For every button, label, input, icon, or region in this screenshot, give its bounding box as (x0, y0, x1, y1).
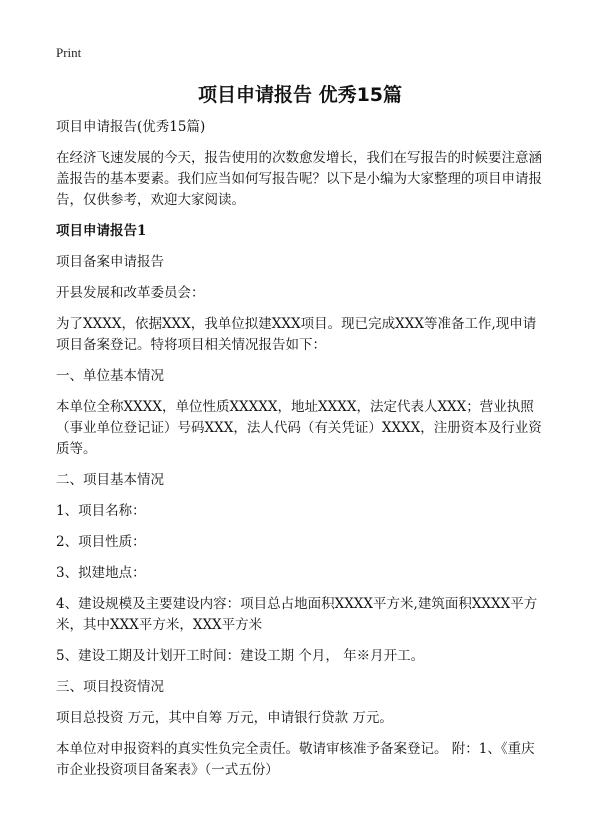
document-body (56, 117, 548, 791)
subsection-heading: 一、单位基本情况 (56, 368, 164, 384)
section-heading: 项目申请报告1 (56, 223, 147, 239)
list-item: 3、拟建地点： (56, 565, 146, 581)
subsection-heading: 二、项目基本情况 (56, 472, 164, 488)
report-name: 项目备案申请报告 (56, 254, 164, 270)
body-paragraph: 为了XXXX，依据XXX，我单位拟建XXX项目。现已完成XXX等准备工作,现申请项目备案登记。特将项目相关情况报告如下： (56, 316, 537, 353)
body-paragraph: 本单位全称XXXX，单位性质XXXXX，地址XXXX，法定代表人XXX；营业执照（事业单位登记证）号码XXX，法人代码（有关凭证）XXXX，注册资本及行业资质等。 (56, 399, 542, 457)
intro-paragraph: 在经济飞速发展的今天，报告使用的次数愈发增长，我们在写报告的时候要注意涵盖报告的基本要素。我们应当如何写报告呢？以下是小编为大家整理的项目申请报告，仅供参考，欢迎大家阅读。 (56, 150, 542, 208)
body-paragraph: 本单位对申报资料的真实性负完全责任。敬请审核准予备案登记。 附：1、《重庆市企业投资项目备案表》（一式五份） (56, 741, 535, 778)
list-item: 4、建设规模及主要建设内容：项目总占地面积XXXX平方米,建筑面积XXXX平方米，其中XXX平方米，XXX平方米 (56, 596, 538, 633)
addressee: 开县发展和改革委员会： (56, 285, 205, 301)
subtitle-paragraph: 项目申请报告(优秀15篇) (56, 119, 206, 135)
list-item: 2、项目性质： (56, 534, 146, 550)
document-title: 项目申请报告 优秀15篇 (197, 84, 403, 106)
list-item: 5、建设工期及计划开工时间：建设工期 个月， 年※月开工。 (56, 648, 425, 664)
list-item: 1、项目名称： (56, 503, 146, 519)
subsection-heading: 三、项目投资情况 (56, 679, 164, 695)
print-label: Print (56, 45, 82, 60)
body-paragraph: 项目总投资 万元，其中自筹 万元，申请银行贷款 万元。 (56, 710, 393, 726)
